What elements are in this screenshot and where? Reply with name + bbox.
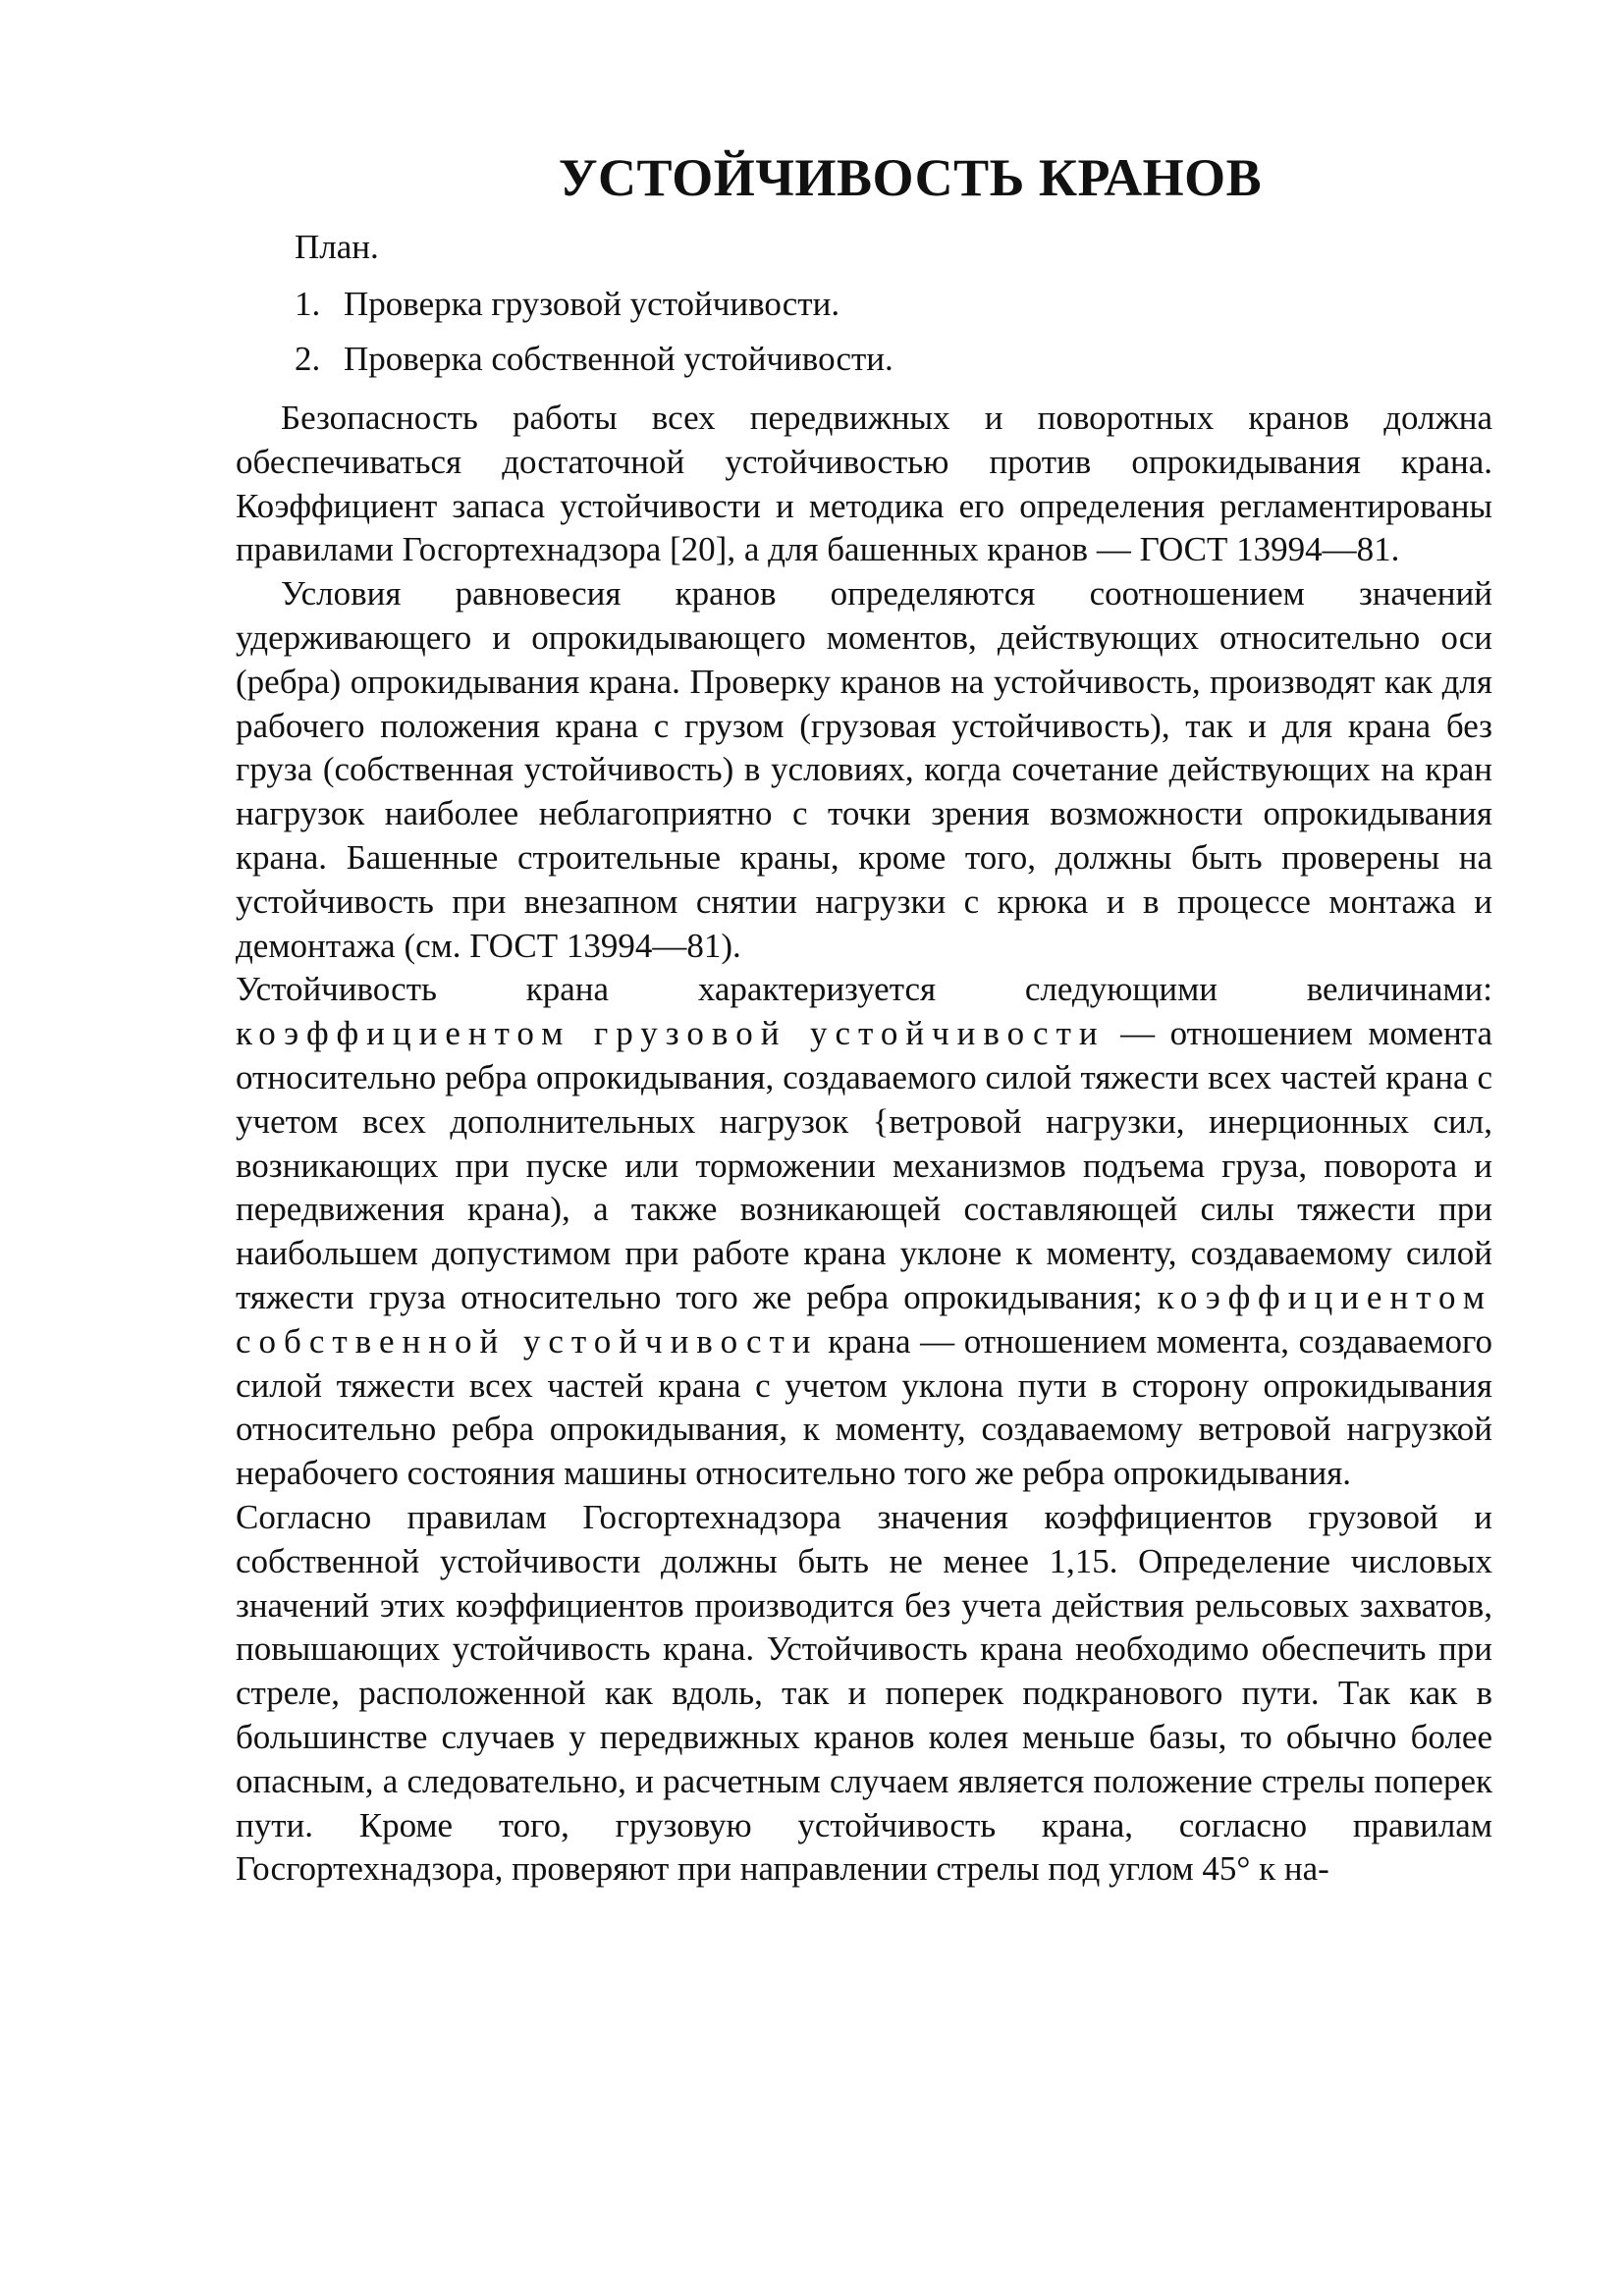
body-text [236,397,1492,1892]
term-load-stability: коэффициентом грузовой устойчивости [236,1014,1106,1053]
plan-list [295,283,893,393]
plan-item [295,283,893,338]
term-own-stability: коэффициентом собственной устойчивости [236,1277,1492,1361]
page-title: УСТОЙЧИВОСТЬ КРАНОВ [558,148,1263,207]
paragraph-safety: Безопасность работы всех передвижных и поворотных кранов должна обеспечиваться достаточной устойчивостью против опрокидывания крана. Коэффициент запаса устойчивости и методика его определения регламентированы правилами Госгортехнадзора [20], а для башенных кранов — ГОСТ 13994—81. [236,399,1492,569]
plan-item-number: 1. [295,285,321,323]
paragraph-equilibrium: Условия равновесия кранов определяются соотношением значений удерживающего и опрокидывающего моментов, действующих относительно оси (ребра) опрокидывания крана. Проверку кранов на устойчивость, производят как для рабочего положения крана с грузом (грузовая устойчивость), так и для крана без груза (собственная устойчивость) в условиях, когда сочетание действующих на кран нагрузок наиболее неблагоприятно с точки зрения возможности опрокидывания крана. Башенные строительные краны, кроме того, должны быть проверены на устойчивость при внезапном снятии нагрузки с крюка и в процессе монтажа и демонтажа (см. ГОСТ 13994—81). [236,574,1492,965]
paragraph-regulations: Согласно правилам Госгортехнадзора значения коэффициентов грузовой и собственной устойчивости должны быть не менее 1,15. Определение числовых значений этих коэффициентов производится без учета действия рельсовых захватов, повышающих устойчивость крана. Устойчивость крана необходимо обеспечить при стреле, расположенной как вдоль, так и поперек подкранового пути. Так как в большинстве случаев у передвижных кранов колея меньше базы, то обычно более опасным, а следовательно, и расчетным случаем является положение стрелы поперек пути. Кроме того, грузовую устойчивость крана, согласно правилам Госгортехнадзора, проверяют при направлении стрелы под углом 45° к на- [236,1497,1492,1889]
plan-item-text: Проверка грузовой устойчивости. [344,285,840,323]
paragraph-coefficients-middle: — отношением момента относительно ребра опрокидывания, создаваемого силой тяжести всех частей крана с учетом всех дополнительных нагрузок {ветровой нагрузки, инерционных сил, возникающих при пуске или торможении механизмов подъема груза, поворота и передвижения крана), а также возникающей составляющей силы тяжести при наибольшем допустимом при работе крана уклоне к моменту, создаваемому силой тяжести груза относительно того же ребра опрокидывания; [236,1014,1492,1316]
plan-heading: План. [295,228,379,266]
plan-item-number: 2. [295,340,321,378]
paragraph-coefficients [236,968,1492,1496]
plan-item-text: Проверка собственной устойчивости. [344,340,893,378]
paragraph-coefficients-end: крана — отношением момента, создаваемого силой тяжести всех частей крана с учетом уклона пути в сторону опрокидывания относительно ребра опрокидывания, к моменту, создаваемому ветровой нагрузкой нерабочего состояния машины относительно того же ребра опрокидывания. [236,1321,1492,1493]
paragraph-coefficients-intro: Устойчивость крана характеризуется следующими величинами: [236,970,1492,1009]
plan-item [295,338,893,393]
